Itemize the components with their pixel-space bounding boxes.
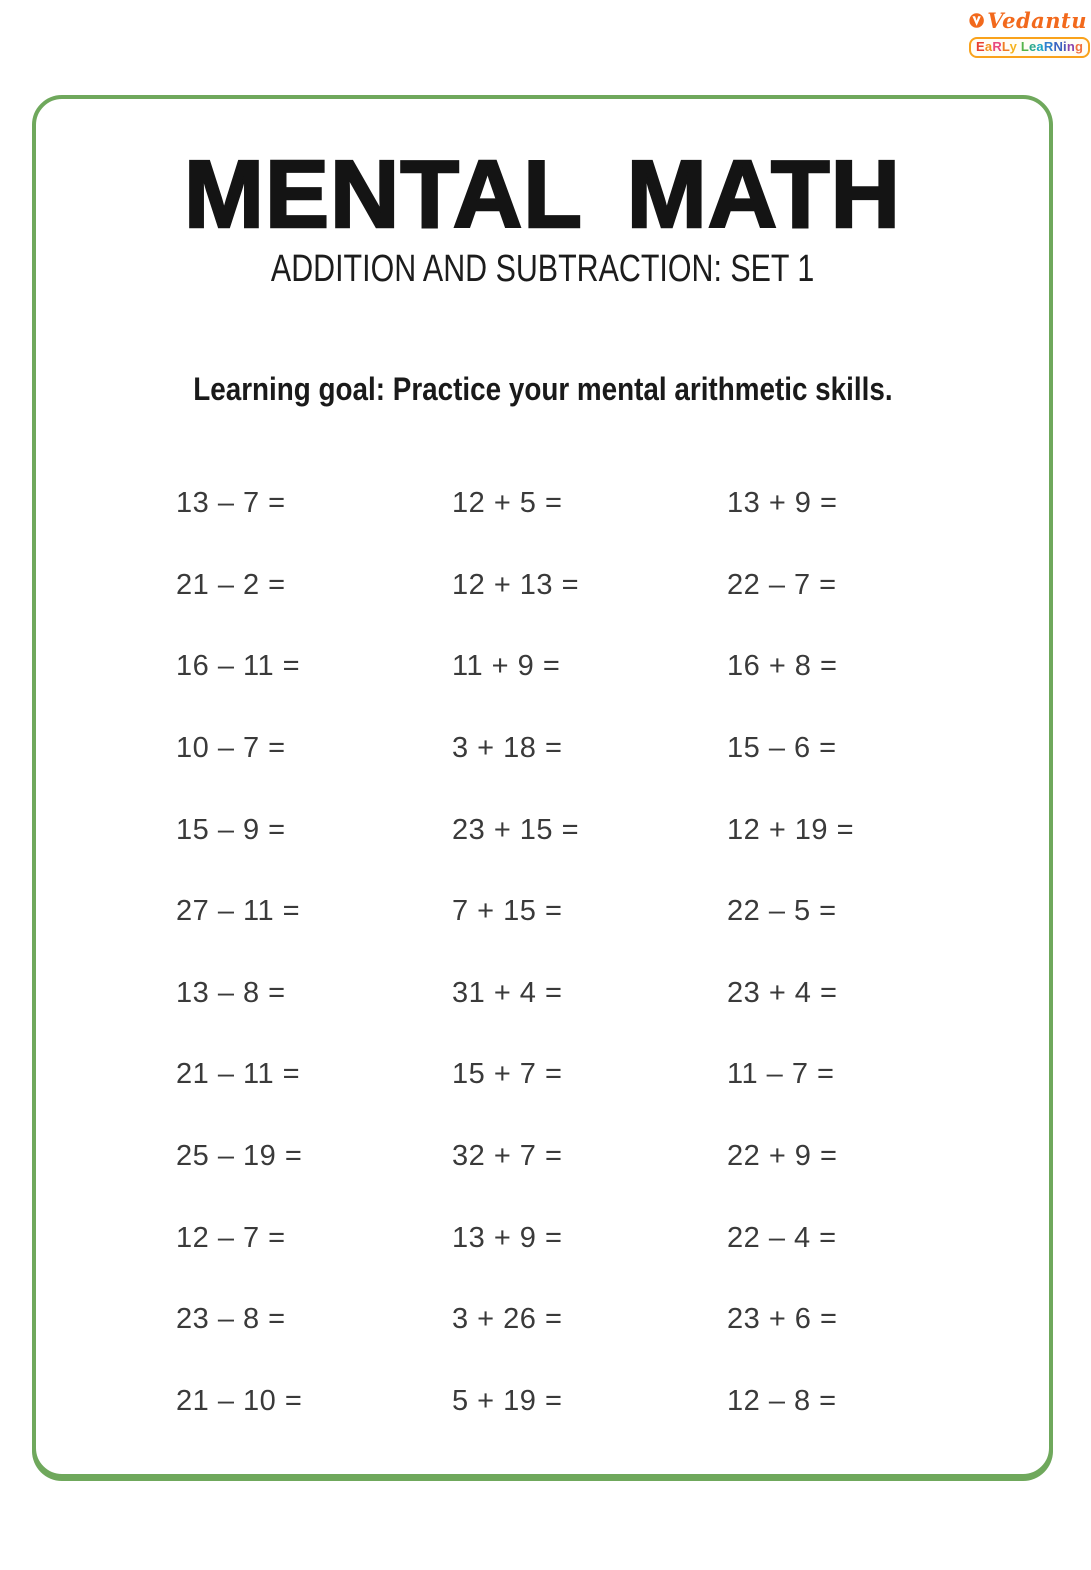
problem-cell: 3 + 26 = — [452, 1303, 563, 1336]
page-subtitle: ADDITION AND SUBTRACTION: SET 1 — [270, 248, 815, 290]
problem-cell: 12 + 19 = — [727, 813, 855, 846]
problem-cell: 22 – 5 = — [727, 895, 837, 928]
problem-cell: 11 – 7 = — [727, 1058, 835, 1091]
problem-cell: 22 – 7 = — [727, 568, 837, 601]
problem-cell: 23 + 15 = — [452, 813, 580, 846]
problem-cell: 13 + 9 = — [727, 487, 838, 520]
badge-letter: L — [1020, 39, 1029, 54]
problem-cell: 12 – 7 = — [176, 1221, 286, 1254]
problem-cell: 21 – 11 = — [176, 1058, 301, 1091]
badge-letter: L — [1001, 39, 1010, 54]
problem-cell: 22 + 9 = — [727, 1140, 838, 1173]
vedantu-v-icon — [969, 9, 984, 32]
problem-cell: 21 – 2 = — [176, 568, 286, 601]
problem-cell: 21 – 10 = — [176, 1384, 303, 1417]
problem-cell: 3 + 18 = — [452, 732, 563, 765]
problem-cell: 7 + 15 = — [452, 895, 563, 928]
problem-cell: 22 – 4 = — [727, 1221, 837, 1254]
badge-letter: R — [1043, 39, 1054, 54]
badge-letter: e — [1028, 39, 1037, 54]
problem-cell: 13 – 7 = — [176, 487, 286, 520]
learning-goal-row — [36, 369, 1049, 409]
problem-cell: 23 – 8 = — [176, 1303, 286, 1336]
problem-cell: 15 – 6 = — [727, 732, 837, 765]
brand-name: Vedantu — [987, 7, 1087, 33]
page-title: MENTAL MATH — [184, 141, 901, 248]
badge-letter: R — [992, 39, 1002, 54]
badge-letter: a — [1036, 39, 1044, 54]
badge-letter: N — [1053, 39, 1064, 54]
problem-cell: 23 + 4 = — [727, 976, 838, 1009]
problem-cell: 13 – 8 = — [176, 976, 286, 1009]
problem-cell: 5 + 19 = — [452, 1384, 563, 1417]
page-subtitle-row — [36, 247, 1049, 291]
badge-letter: n — [1066, 39, 1076, 54]
problem-cell: 12 – 8 = — [727, 1384, 837, 1417]
problem-cell: 32 + 7 = — [452, 1140, 563, 1173]
problem-cell: 23 + 6 = — [727, 1303, 838, 1336]
problem-cell: 12 + 5 = — [452, 487, 563, 520]
problem-cell: 15 + 7 = — [452, 1058, 563, 1091]
problem-cell: 31 + 4 = — [452, 976, 563, 1009]
vedantu-logo — [969, 6, 1087, 58]
worksheet-frame — [32, 95, 1053, 1478]
vedantu-logo-top — [969, 6, 1087, 34]
badge-letter: g — [1075, 39, 1084, 54]
problem-cell: 16 + 8 = — [727, 650, 838, 683]
problems-grid — [36, 463, 1049, 1442]
early-learning-badge-text — [976, 39, 1083, 54]
problem-cell: 13 + 9 = — [452, 1221, 563, 1254]
badge-letter: a — [984, 39, 993, 54]
problem-cell: 27 – 11 = — [176, 895, 301, 928]
badge-letter: y — [1009, 39, 1018, 54]
problem-cell: 10 – 7 = — [176, 732, 286, 765]
badge-letter: i — [1063, 39, 1067, 54]
badge-letter: E — [976, 39, 985, 54]
problem-cell: 11 + 9 = — [452, 650, 561, 683]
problem-cell: 12 + 13 = — [452, 568, 580, 601]
learning-goal: Learning goal: Practice your mental arithmetic skills. — [192, 371, 893, 407]
problem-cell: 15 – 9 = — [176, 813, 286, 846]
problem-cell: 25 – 19 = — [176, 1140, 303, 1173]
early-learning-badge — [969, 37, 1090, 58]
problem-cell: 16 – 11 = — [176, 650, 301, 683]
